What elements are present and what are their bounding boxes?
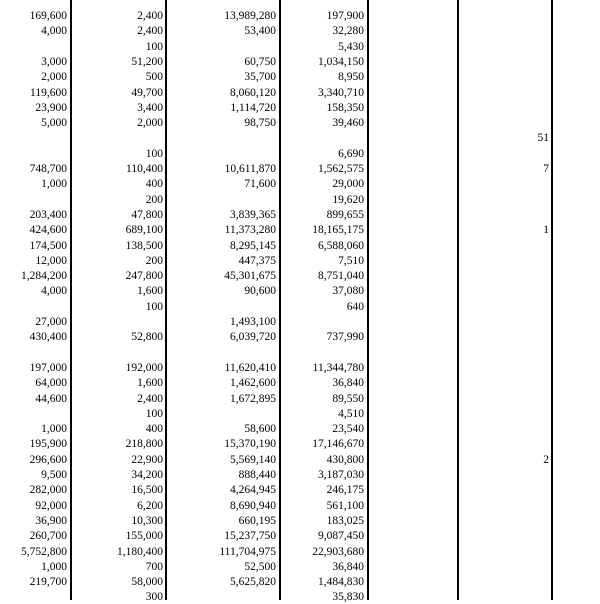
table-cell: 10,300	[131, 514, 163, 527]
table-cell: 5,625,820	[230, 576, 276, 589]
table-cell: 218,800	[125, 438, 163, 451]
table-cell: 1,600	[137, 285, 163, 298]
table-cell: 89,550	[332, 392, 364, 405]
table-cell: 2,400	[137, 25, 163, 38]
table-cell: 640	[346, 300, 364, 313]
table-cell: 5,430	[338, 40, 364, 53]
table-cell: 1,562,575	[318, 163, 364, 175]
table-cell: 3,400	[137, 101, 163, 114]
table-cell: 98,750	[244, 117, 276, 130]
column-divider	[279, 0, 281, 600]
table-cell: 17,146,670	[312, 438, 364, 451]
table-cell: 2,400	[137, 392, 163, 405]
table-cell: 100	[145, 40, 163, 53]
table-cell: 58,600	[244, 423, 276, 436]
table-cell: 500	[145, 71, 163, 84]
table-cell: 64,000	[35, 377, 67, 390]
table-cell: 110,400	[126, 163, 163, 175]
table-cell: 22,900	[131, 453, 163, 466]
table-cell: 200	[145, 193, 163, 206]
table-cell: 6,039,720	[230, 331, 276, 344]
table-cell: 49,700	[131, 86, 163, 99]
table-cell: 700	[145, 560, 163, 573]
table-cell: 12,000	[35, 254, 67, 267]
column-divider	[551, 0, 553, 600]
table-cell: 183,025	[326, 514, 364, 527]
table-cell: 192,000	[125, 361, 163, 374]
table-cell: 1	[543, 224, 549, 237]
table-cell: 1,000	[41, 178, 67, 191]
table-cell: 158,350	[326, 101, 364, 114]
table-cell: 197,000	[29, 361, 67, 374]
table-cell: 3,340,710	[318, 86, 364, 99]
table-cell: 169,600	[29, 10, 67, 22]
table-cell: 4,000	[41, 25, 67, 38]
table-cell: 247,800	[125, 270, 163, 283]
column-divider	[165, 0, 167, 600]
table-cell: 2,000	[137, 117, 163, 130]
table-cell: 5,569,140	[230, 453, 276, 466]
table-cell: 400	[145, 178, 163, 191]
table-cell: 23,900	[35, 101, 67, 114]
table-cell: 36,840	[332, 377, 364, 390]
table-cell: 296,600	[29, 453, 67, 466]
table-cell: 4,510	[338, 407, 364, 420]
table-cell: 1,672,895	[230, 392, 276, 405]
table-cell: 689,100	[125, 224, 163, 237]
table-cell: 23,540	[332, 423, 364, 436]
table-cell: 246,175	[326, 484, 364, 497]
table-cell: 29,000	[332, 178, 364, 191]
table-cell: 3,839,365	[230, 208, 276, 221]
table-cell: 53,400	[244, 25, 276, 38]
table-cell: 660,195	[238, 514, 276, 527]
table-cell: 32,280	[332, 25, 364, 38]
table-cell: 51,200	[131, 55, 163, 68]
table-cell: 282,000	[29, 484, 67, 497]
table-cell: 1,600	[137, 377, 163, 390]
table-cell: 1,462,600	[230, 377, 276, 390]
table-cell: 39,460	[332, 117, 364, 130]
table-cell: 195,900	[29, 438, 67, 451]
column-divider	[70, 0, 72, 600]
table-cell: 37,080	[332, 285, 364, 298]
table-cell: 155,000	[125, 530, 163, 543]
table-cell: 100	[145, 407, 163, 420]
table-cell: 35,700	[244, 71, 276, 84]
table-cell: 5,752,800	[21, 545, 67, 558]
table-cell: 1,484,830	[318, 576, 364, 589]
table-cell: 10,611,870	[224, 163, 276, 175]
table-cell: 60,750	[244, 55, 276, 68]
table-cell: 11,344,780	[312, 361, 364, 374]
table-cell: 447,375	[238, 254, 276, 267]
table-cell: 899,655	[326, 208, 364, 221]
column-divider	[367, 0, 369, 600]
table-cell: 47,800	[131, 208, 163, 221]
table-cell: 44,600	[35, 392, 67, 405]
table-cell: 1,493,100	[230, 316, 276, 328]
table-cell: 8,295,145	[230, 239, 276, 252]
table-cell: 1,284,200	[21, 270, 67, 283]
table-cell: 430,400	[29, 331, 67, 344]
table-cell: 1,000	[41, 560, 67, 573]
table-cell: 1,114,720	[230, 101, 276, 114]
table-cell: 737,990	[326, 331, 364, 344]
table-cell: 197,900	[326, 10, 364, 22]
table-cell: 748,700	[29, 163, 67, 175]
table-cell: 15,237,750	[224, 530, 276, 543]
table-cell: 2,400	[137, 10, 163, 22]
table-cell: 8,690,940	[230, 499, 276, 512]
table-cell: 3,000	[41, 55, 67, 68]
table-cell: 19,620	[332, 193, 364, 206]
table-cell: 45,301,675	[224, 270, 276, 283]
table-cell: 888,440	[238, 469, 276, 481]
table-cell: 174,500	[29, 239, 67, 252]
table-cell: 22,903,680	[312, 545, 364, 558]
table-cell: 11,373,280	[224, 224, 276, 237]
table-cell: 1,034,150	[318, 55, 364, 68]
table-cell: 100	[145, 147, 163, 160]
table-cell: 52,500	[244, 560, 276, 573]
table-cell: 52,800	[131, 331, 163, 344]
table-cell: 2	[543, 453, 549, 466]
table-cell: 9,500	[41, 469, 67, 481]
table-cell: 3,187,030	[318, 469, 364, 481]
table-cell: 90,600	[244, 285, 276, 298]
table-cell: 6,690	[338, 147, 364, 160]
table-cell: 51	[537, 132, 549, 145]
table-cell: 11,620,410	[224, 361, 276, 374]
table-cell: 100	[145, 300, 163, 313]
table-cell: 7	[543, 163, 549, 175]
table-cell: 561,100	[326, 499, 364, 512]
table-cell: 260,700	[29, 530, 67, 543]
table-cell: 1,000	[41, 423, 67, 436]
table-cell: 36,840	[332, 560, 364, 573]
table-cell: 34,200	[131, 469, 163, 481]
table-cell: 8,751,040	[318, 270, 364, 283]
column-divider	[457, 0, 459, 600]
table-cell: 5,000	[41, 117, 67, 130]
table-cell: 219,700	[29, 576, 67, 589]
table-cell: 111,704,975	[219, 545, 276, 558]
table-cell: 7,510	[338, 254, 364, 267]
table-cell: 16,500	[131, 484, 163, 497]
table-cell: 9,087,450	[318, 530, 364, 543]
table-cell: 92,000	[35, 499, 67, 512]
table-cell: 200	[145, 254, 163, 267]
table-cell: 2,000	[41, 71, 67, 84]
table-cell: 203,400	[29, 208, 67, 221]
table-cell: 71,600	[244, 178, 276, 191]
table-cell: 27,000	[35, 316, 67, 328]
table-cell: 35,830	[332, 591, 364, 604]
table-cell: 58,000	[131, 576, 163, 589]
table-cell: 6,588,060	[318, 239, 364, 252]
table-cell: 300	[145, 591, 163, 604]
table-cell: 119,600	[30, 86, 67, 99]
table-cell: 6,200	[137, 499, 163, 512]
table-cell: 1,180,400	[117, 545, 163, 558]
table-cell: 430,800	[326, 453, 364, 466]
table-cell: 13,989,280	[224, 10, 276, 22]
table-cell: 138,500	[125, 239, 163, 252]
table-cell: 4,000	[41, 285, 67, 298]
table-cell: 424,600	[29, 224, 67, 237]
table-cell: 8,060,120	[230, 86, 276, 99]
table-cell: 15,370,190	[224, 438, 276, 451]
table-cell: 18,165,175	[312, 224, 364, 237]
table-cell: 36,900	[35, 514, 67, 527]
table-cell: 8,950	[338, 71, 364, 84]
table-cell: 400	[145, 423, 163, 436]
table-cell: 4,264,945	[230, 484, 276, 497]
